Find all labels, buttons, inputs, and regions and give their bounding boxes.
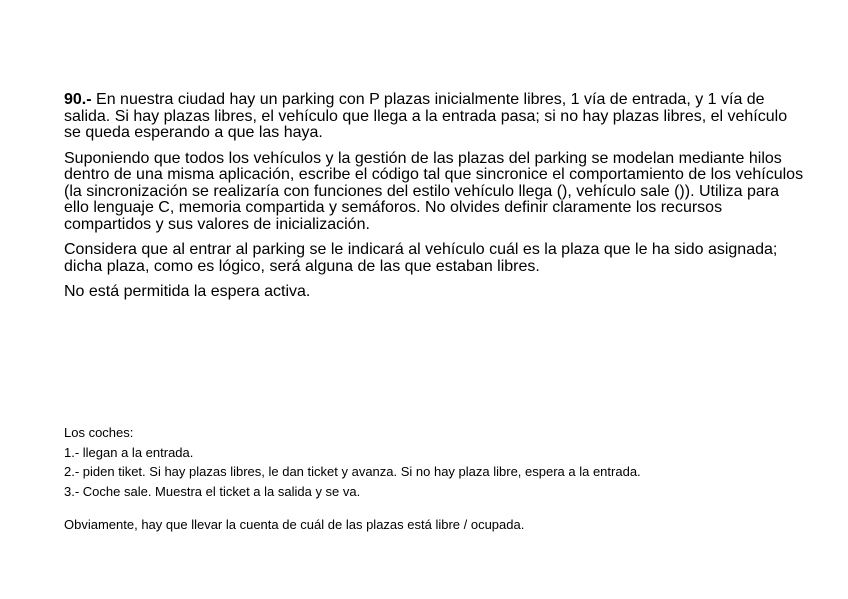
notes-section [64,423,804,535]
paragraph-restriction: No está permitida la espera activa. [64,283,311,300]
exercise-number: 90.- [64,91,92,108]
exercise-statement [64,92,804,310]
notes-item-3: 3.- Coche sale. Muestra el ticket a la salida y se va. [64,483,361,499]
notes-heading: Los coches: [64,425,134,440]
notes-item-2: 2.- piden tiket. Si hay plazas libres, le dan ticket y avanza. Si no hay plaza libre, espera a la entrada. [64,464,641,479]
paragraph-requirements: Suponiendo que todos los vehículos y la gestión de las plazas del parking se modelan mediante hilos dentro de una misma aplicación, escribe el código tal que sincronice el comportamiento de los vehículos (la sincronización se realizaría con funciones del estilo vehículo llega (), vehículo sale ()). Utiliza para ello lenguaje C, memoria compartida y semáforos. No olvides definir claramente los recursos compartidos y sus valores de inicialización. [64,149,804,233]
paragraph-assignment: Considera que al entrar al parking se le indicará al vehículo cuál es la plaza que le ha sido asignada; dicha plaza, como es lógico, será alguna de las que estaban libres. [64,241,778,275]
paragraph-intro-text: En nuestra ciudad hay un parking con P plazas inicialmente libres, 1 vía de entrada, y 1 vía de salida. Si hay plazas libres, el vehículo que llega a la entrada pasa; si no hay plazas libres, el vehículo se queda esperando a que las haya. [64,91,788,141]
paragraph-intro [64,92,804,142]
notes-item-1: 1.- llegan a la entrada. [64,444,194,460]
notes-spacer [64,501,804,515]
notes-conclusion: Obviamente, hay que llevar la cuenta de cuál de las plazas está libre / ocupada. [64,517,525,532]
